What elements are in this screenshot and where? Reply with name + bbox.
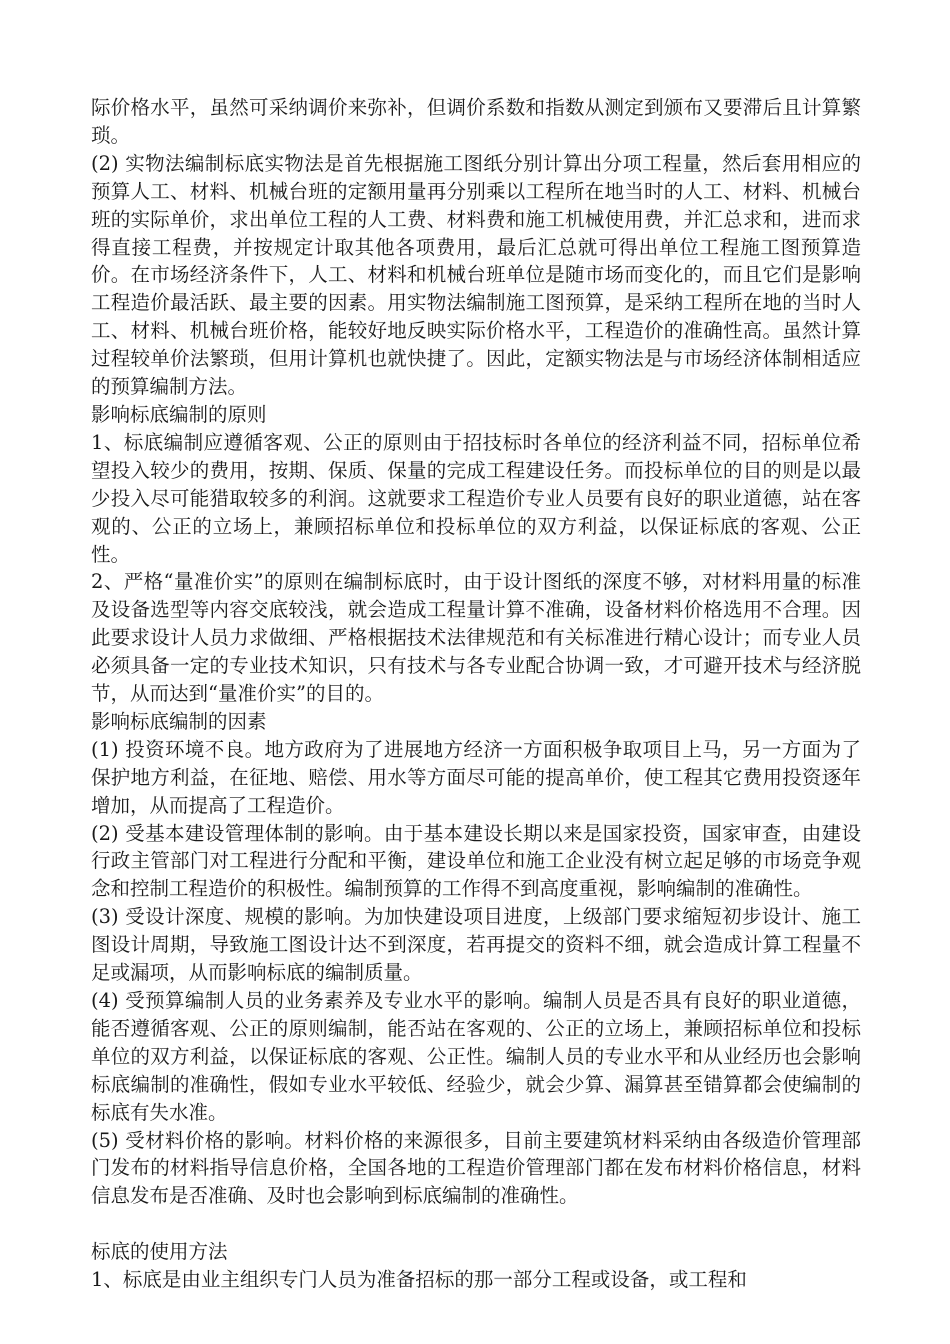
paragraph-factor-management-system: (2) 受基本建设管理体制的影响。由于基本建设长期以来是国家投资，国家审查，由建设行政主管部门对工程进行分配和平衡，建设单位和施工企业没有树立起足够的市场竞争观念和控制工程造价的积极性。编制预算的工作得不到高度重视，影响编制的准确性。 [91, 821, 861, 901]
paragraph-physical-quantity-method: (2) 实物法编制标底实物法是首先根据施工图纸分别计算出分项工程量，然后套用相应的预算人工、材料、机械台班的定额用量再分别乘以工程所在地当时的人工、材料、机械台班的实际单价，求出单位工程的人工费、材料费和施工机械使用费，并汇总求和，进而求得直接工程费，并按规定计取其他各项费用，最后汇总就可得出单位工程施工图预算造价。在市场经济条件下，人工、材料和机械台班单位是随市场而变化的，而且它们是影响工程造价最活跃、最主要的因素。用实物法编制施工图预算，是采纳工程所在地的当时人工、材料、机械台班价格，能较好地反映实际价格水平，工程造价的准确性高。虽然计算过程较单价法繁琐，但用计算机也就快捷了。因此，定额实物法是与市场经济体制相适应的预算编制方法。 [91, 151, 861, 399]
section-heading-factors: 影响标底编制的因素 [91, 709, 267, 733]
section-heading-usage: 标底的使用方法 [91, 1240, 228, 1264]
blank-line [91, 1210, 861, 1238]
paragraph-factor-staff-quality: (4) 受预算编制人员的业务素养及专业水平的影响。编制人员是否具有良好的职业道德，能否遵循客观、公正的原则编制，能否站在客观的、公正的立场上，兼顾招标单位和投标单位的双方利益，以保证标底的客观、公正性。编制人员的专业水平和从业经历也会影响标底编制的准确性，假如专业水平较低、经验少，就会少算、漏算甚至错算都会使编制的标底有失水准。 [91, 989, 861, 1124]
paragraph-usage-first: 1、标底是由业主组织专门人员为准备招标的那一部分工程或设备，或工程和 [91, 1268, 747, 1292]
paragraph-price-adjustment-tail: 际价格水平，虽然可采纳调价来弥补，但调价系数和指数从测定到颁布又要滞后且计算繁琐。 [91, 96, 861, 147]
paragraph-factor-material-price: (5) 受材料价格的影响。材料价格的来源很多，目前主要建筑材料采纳由各级造价管理部门发布的材料指导信息价格，全国各地的工程造价管理部门都在发布材料价格信息，材料信息发布是否准确、及时也会影响到标底编制的准确性。 [91, 1128, 861, 1208]
paragraph-principle-accurate-quantity: 2、严格“量准价实”的原则在编制标底时，由于设计图纸的深度不够，对材料用量的标准及设备选型等内容交底较浅，就会造成工程量计算不准确，设备材料价格选用不合理。因此要求设计人员力求做细、严格根据技术法律规范和有关标准进行精心设计；而专业人员必须具备一定的专业技术知识，只有技术与各专业配合协调一致，才可避开技术与经济脱节，从而达到“量准价实”的目的。 [91, 570, 861, 706]
paragraph-factor-investment-environment: (1) 投资环境不良。地方政府为了进展地方经济一方面积极争取项目上马，另一方面为了保护地方利益，在征地、赔偿、用水等方面尽可能的提高单价，使工程其它费用投资逐年增加，从而提高了工程造价。 [91, 737, 861, 817]
document-body [91, 94, 861, 1294]
section-heading-principles: 影响标底编制的原则 [91, 402, 267, 426]
paragraph-factor-design-depth: (3) 受设计深度、规模的影响。为加快建设项目进度，上级部门要求缩短初步设计、施工图设计周期，导致施工图设计达不到深度，若再提交的资料不细，就会造成计算工程量不足或漏项，从而影响标底的编制质量。 [91, 905, 861, 985]
paragraph-principle-objective-fair: 1、标底编制应遵循客观、公正的原则由于招技标时各单位的经济利益不同，招标单位希望投入较少的费用，按期、保质、保量的完成工程建设任务。而投标单位的目的则是以最少投入尽可能猎取较多的利润。这就要求工程造价专业人员要有良好的职业道德，站在客观的、公正的立场上，兼顾招标单位和投标单位的双方利益，以保证标底的客观、公正性。 [91, 430, 861, 566]
